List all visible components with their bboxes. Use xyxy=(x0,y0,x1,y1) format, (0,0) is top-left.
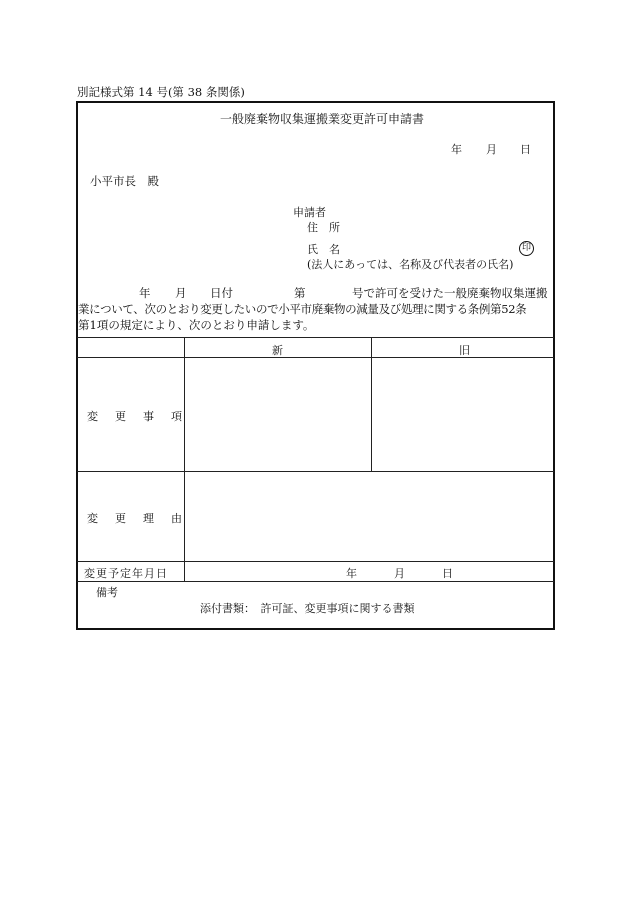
column-header-old: 旧 xyxy=(459,344,470,357)
date-day: 日 xyxy=(520,143,531,156)
body-line3: 第1項の規定により、次のとおり申請します。 xyxy=(78,318,315,332)
form-title: 一般廃棄物収集運搬業変更許可申請書 xyxy=(220,112,425,126)
body-line1-year: 年 xyxy=(139,286,151,300)
row-label-change-reason: 変 更 理 由 xyxy=(87,512,185,525)
date-month: 月 xyxy=(486,143,497,156)
applicant-address-label: 住 所 xyxy=(307,221,340,234)
label-column-divider xyxy=(184,337,185,581)
date-year: 年 xyxy=(451,143,462,156)
scheduled-month: 月 xyxy=(394,567,405,580)
body-line1-rest: 号で許可を受けた一般廃棄物収集運搬 xyxy=(352,286,548,300)
body-line1-day-date: 日付 xyxy=(210,286,233,300)
applicant-label: 申請者 xyxy=(293,206,326,219)
reason-bottom-line xyxy=(77,561,554,562)
body-line1-number-prefix: 第 xyxy=(294,286,306,300)
scheduled-day: 日 xyxy=(442,567,453,580)
column-header-new: 新 xyxy=(272,344,283,357)
body-line1-month: 月 xyxy=(175,286,187,300)
items-bottom-line xyxy=(77,471,554,472)
remarks-label: 備考 xyxy=(96,586,118,599)
header-bottom-line xyxy=(77,357,554,358)
body-line2: 業について、次のとおり変更したいので小平市廃棄物の減量及び処理に関する条例第52条 xyxy=(78,302,527,316)
form-reference: 別記様式第 14 号(第 38 条関係) xyxy=(77,85,245,99)
scheduled-year: 年 xyxy=(346,567,357,580)
seal-mark xyxy=(519,240,534,256)
attachments-text: 添付書類： 許可証、変更事項に関する書類 xyxy=(200,602,415,615)
table-top-line xyxy=(77,337,554,338)
seal-icon: 印 xyxy=(519,241,534,256)
row-label-change-items: 変 更 事 項 xyxy=(87,410,185,423)
new-old-divider xyxy=(371,337,372,471)
addressee: 小平市長 殿 xyxy=(90,174,159,188)
date-row-bottom-line xyxy=(77,581,554,582)
applicant-name-label: 氏 名 xyxy=(307,243,340,256)
applicant-note: (法人にあっては、名称及び代表者の氏名) xyxy=(307,258,514,271)
row-label-scheduled-date: 変更予定年月日 xyxy=(84,567,168,580)
